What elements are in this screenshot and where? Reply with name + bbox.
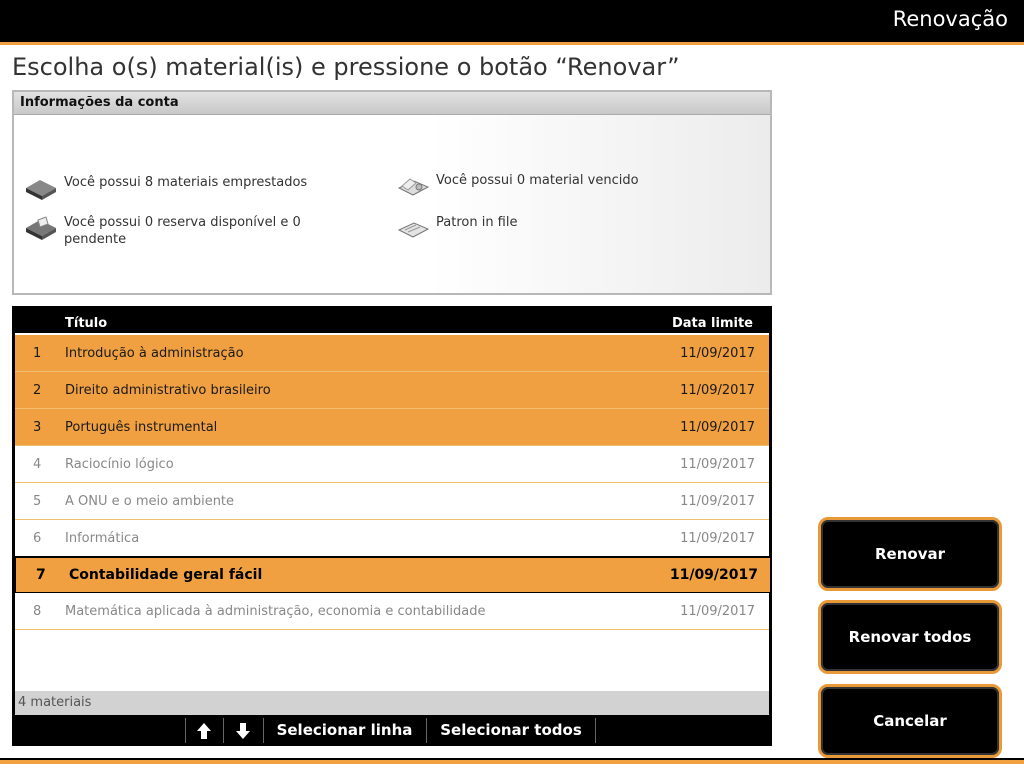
row-number: 3 bbox=[33, 420, 42, 435]
scroll-down-button[interactable] bbox=[223, 718, 262, 743]
row-date: 11/09/2017 bbox=[680, 531, 755, 546]
bottom-accent-line bbox=[0, 758, 1024, 764]
table-row[interactable] bbox=[15, 335, 769, 372]
reserve-book-icon bbox=[24, 214, 58, 242]
table-row[interactable] bbox=[15, 593, 769, 630]
row-title: Português instrumental bbox=[65, 420, 218, 435]
materials-table bbox=[12, 306, 772, 746]
renew-button[interactable]: Renovar bbox=[818, 517, 1002, 591]
info-loans-text: Você possui 8 materiais emprestados bbox=[64, 175, 308, 190]
account-info-title: Informações da conta bbox=[14, 92, 770, 115]
arrow-down-icon bbox=[235, 721, 251, 739]
book-icon bbox=[24, 174, 58, 202]
row-number: 1 bbox=[33, 346, 42, 361]
row-number: 8 bbox=[33, 604, 42, 619]
page-heading: Escolha o(s) material(is) e pressione o botão “Renovar” bbox=[12, 53, 680, 81]
renew-all-button[interactable]: Renovar todos bbox=[818, 600, 1002, 674]
table-row[interactable] bbox=[15, 446, 769, 483]
row-date: 11/09/2017 bbox=[669, 567, 758, 583]
arrow-up-icon bbox=[196, 721, 212, 739]
row-title: Contabilidade geral fácil bbox=[69, 567, 263, 583]
table-toolbar bbox=[12, 715, 772, 746]
overdue-icon bbox=[396, 172, 430, 200]
row-title: Raciocínio lógico bbox=[65, 457, 174, 472]
row-date: 11/09/2017 bbox=[680, 457, 755, 472]
scroll-up-button[interactable] bbox=[185, 718, 222, 743]
row-number: 2 bbox=[33, 383, 42, 398]
row-number: 7 bbox=[36, 567, 46, 583]
table-row[interactable] bbox=[15, 483, 769, 520]
info-reserves-text: Você possui 0 reserva disponível e 0 pendente bbox=[64, 215, 301, 247]
column-header-date: Data limite bbox=[671, 316, 753, 331]
select-all-button[interactable]: Selecionar todos bbox=[426, 718, 596, 743]
cancel-button[interactable]: Cancelar bbox=[818, 684, 1002, 758]
column-header-title: Título bbox=[65, 316, 108, 331]
row-date: 11/09/2017 bbox=[680, 383, 755, 398]
row-date: 11/09/2017 bbox=[680, 494, 755, 509]
row-title: Informática bbox=[65, 531, 140, 546]
table-row[interactable] bbox=[15, 409, 769, 446]
table-body bbox=[15, 333, 769, 693]
table-row[interactable] bbox=[15, 520, 769, 557]
patron-file-icon bbox=[396, 214, 430, 242]
row-title: A ONU e o meio ambiente bbox=[65, 494, 235, 509]
info-overdue-text: Você possui 0 material vencido bbox=[436, 173, 639, 188]
account-info-panel bbox=[12, 90, 772, 295]
materials-count: 4 materiais bbox=[15, 691, 769, 715]
row-date: 11/09/2017 bbox=[680, 420, 755, 435]
top-bar bbox=[0, 0, 1024, 45]
table-row[interactable] bbox=[15, 372, 769, 409]
row-title: Matemática aplicada à administração, economia e contabilidade bbox=[65, 604, 486, 619]
row-number: 5 bbox=[33, 494, 42, 509]
row-date: 11/09/2017 bbox=[680, 604, 755, 619]
row-date: 11/09/2017 bbox=[680, 346, 755, 361]
row-number: 4 bbox=[33, 457, 42, 472]
screen-title: Renovação bbox=[892, 7, 1008, 31]
select-row-button[interactable]: Selecionar linha bbox=[263, 718, 425, 743]
table-row-highlighted[interactable] bbox=[14, 556, 772, 594]
row-number: 6 bbox=[33, 531, 42, 546]
row-title: Direito administrativo brasileiro bbox=[65, 383, 271, 398]
info-patron-text: Patron in file bbox=[436, 215, 518, 230]
row-title: Introdução à administração bbox=[65, 346, 244, 361]
